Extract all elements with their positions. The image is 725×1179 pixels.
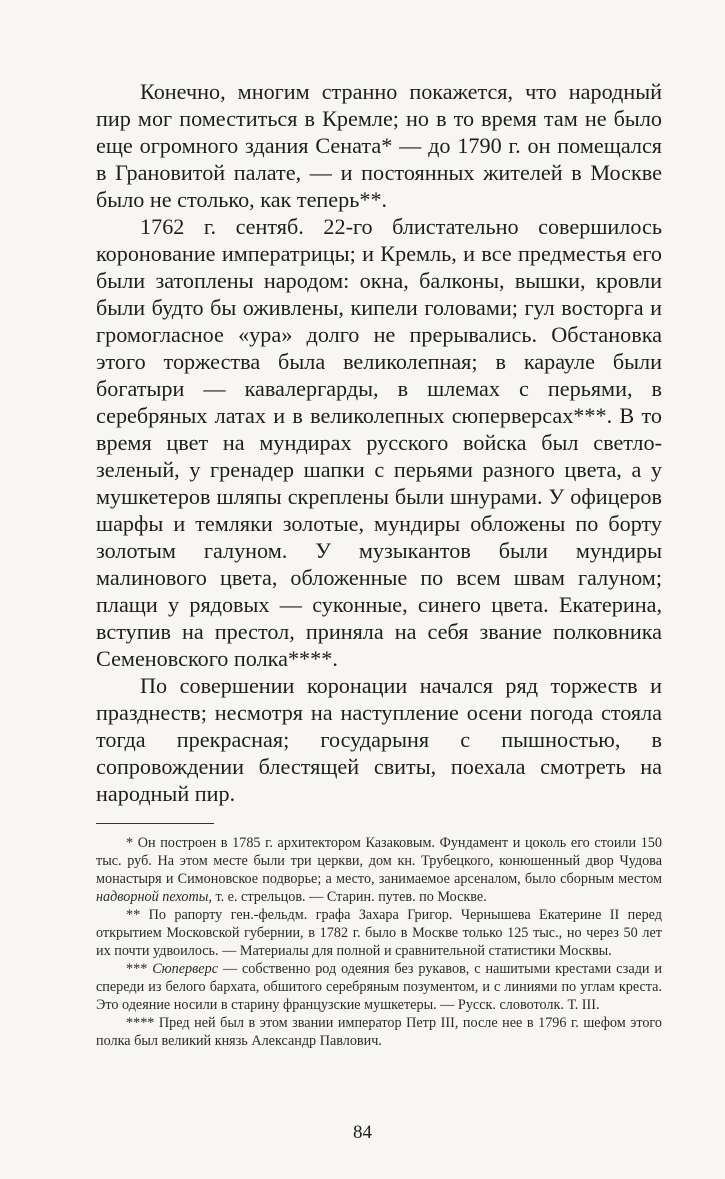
- footnote-3-prefix: ***: [126, 961, 148, 977]
- main-text: [96, 78, 662, 807]
- footnotes: [96, 834, 662, 1050]
- paragraph-3: По совершении коронации начался ряд торжеств и празднеств; несмотря на наступление осени погода стояла тогда прекрасная; государыня с пышностью, в сопровождении блестящей свиты, поехала смотреть на народный пир.: [96, 673, 662, 806]
- footnote-3-italic: Сюперверс: [152, 961, 218, 977]
- page-body: [96, 78, 662, 1050]
- paragraph-2: 1762 г. сентяб. 22-го блистательно совершилось коронование императрицы; и Кремль, и все предместья его были затоплены народом: окна, балконы, вышки, кровли были будто бы оживлены, кипели головами; гул восторга и громогласное «ура» долго не прерывались. Обстановка этого торжества была великолепная; в карауле были богатыри — кавалергарды, в шлемах с перьями, в серебряных латах и в великолепных сюперверсах***. В то время цвет на мундирах русского войска был светло-зеленый, у гренадер шапки с перьями разного цвета, а у мушкетеров шляпы скреплены были шнурами. У офицеров шарфы и темляки золотые, мундиры обложены по борту золотым галуном. У музыкантов были мундиры малинового цвета, обложенные по всем швам галуном; плащи у рядовых — суконные, синего цвета. Екатерина, вступив на престол, приняла на себя звание полковника Семеновского полка****.: [96, 214, 662, 671]
- footnote-1-italic: надворной пехоты,: [96, 889, 212, 905]
- footnote-1-tail: т. е. стрельцов. — Старин. путев. по Москве.: [215, 889, 487, 905]
- footnote-1-text: * Он построен в 1785 г. архитектором Казаковым. Фундамент и цоколь его стоили 150 тыс. руб. На этом месте были три церкви, дом кн. Трубецкого, конюшенный двор Чудова монастыря и Симоновское подворье; а место, занимаемое арсеналом, было сборным местом: [96, 835, 662, 887]
- footnote-1: [96, 834, 662, 906]
- footnote-separator: [96, 823, 214, 824]
- page-number: 84: [353, 1122, 372, 1143]
- footnote-4: **** Пред ней был в этом звании император Петр III, после нее в 1796 г. шефом этого полка был великий князь Александр Павлович.: [96, 1015, 662, 1049]
- footnote-2: ** По рапорту ген.-фельдм. графа Захара Григор. Чернышева Екатерине II перед открытием Московской губернии, в 1782 г. было в Москве только 125 тыс., но через 50 лет их почти удвоилось. — Материалы для полной и сравнительной статистики Москвы.: [96, 907, 662, 959]
- footnote-3-text: — собственно род одеяния без рукавов, с нашитыми крестами сзади и спереди из белого бархата, обшитого серебряным позументом, и с линиями по углам креста. Это одеяние носили в старину французские мушкетеры. — Русск. словотолк. Т. III.: [96, 961, 662, 1013]
- paragraph-1: Конечно, многим странно покажется, что народный пир мог поместиться в Кремле; но в то время там не было еще огромного здания Сената* — до 1790 г. он помещался в Грановитой палате, — и постоянных жителей в Москве было не столько, как теперь**.: [96, 79, 662, 212]
- footnote-3: [96, 960, 662, 1014]
